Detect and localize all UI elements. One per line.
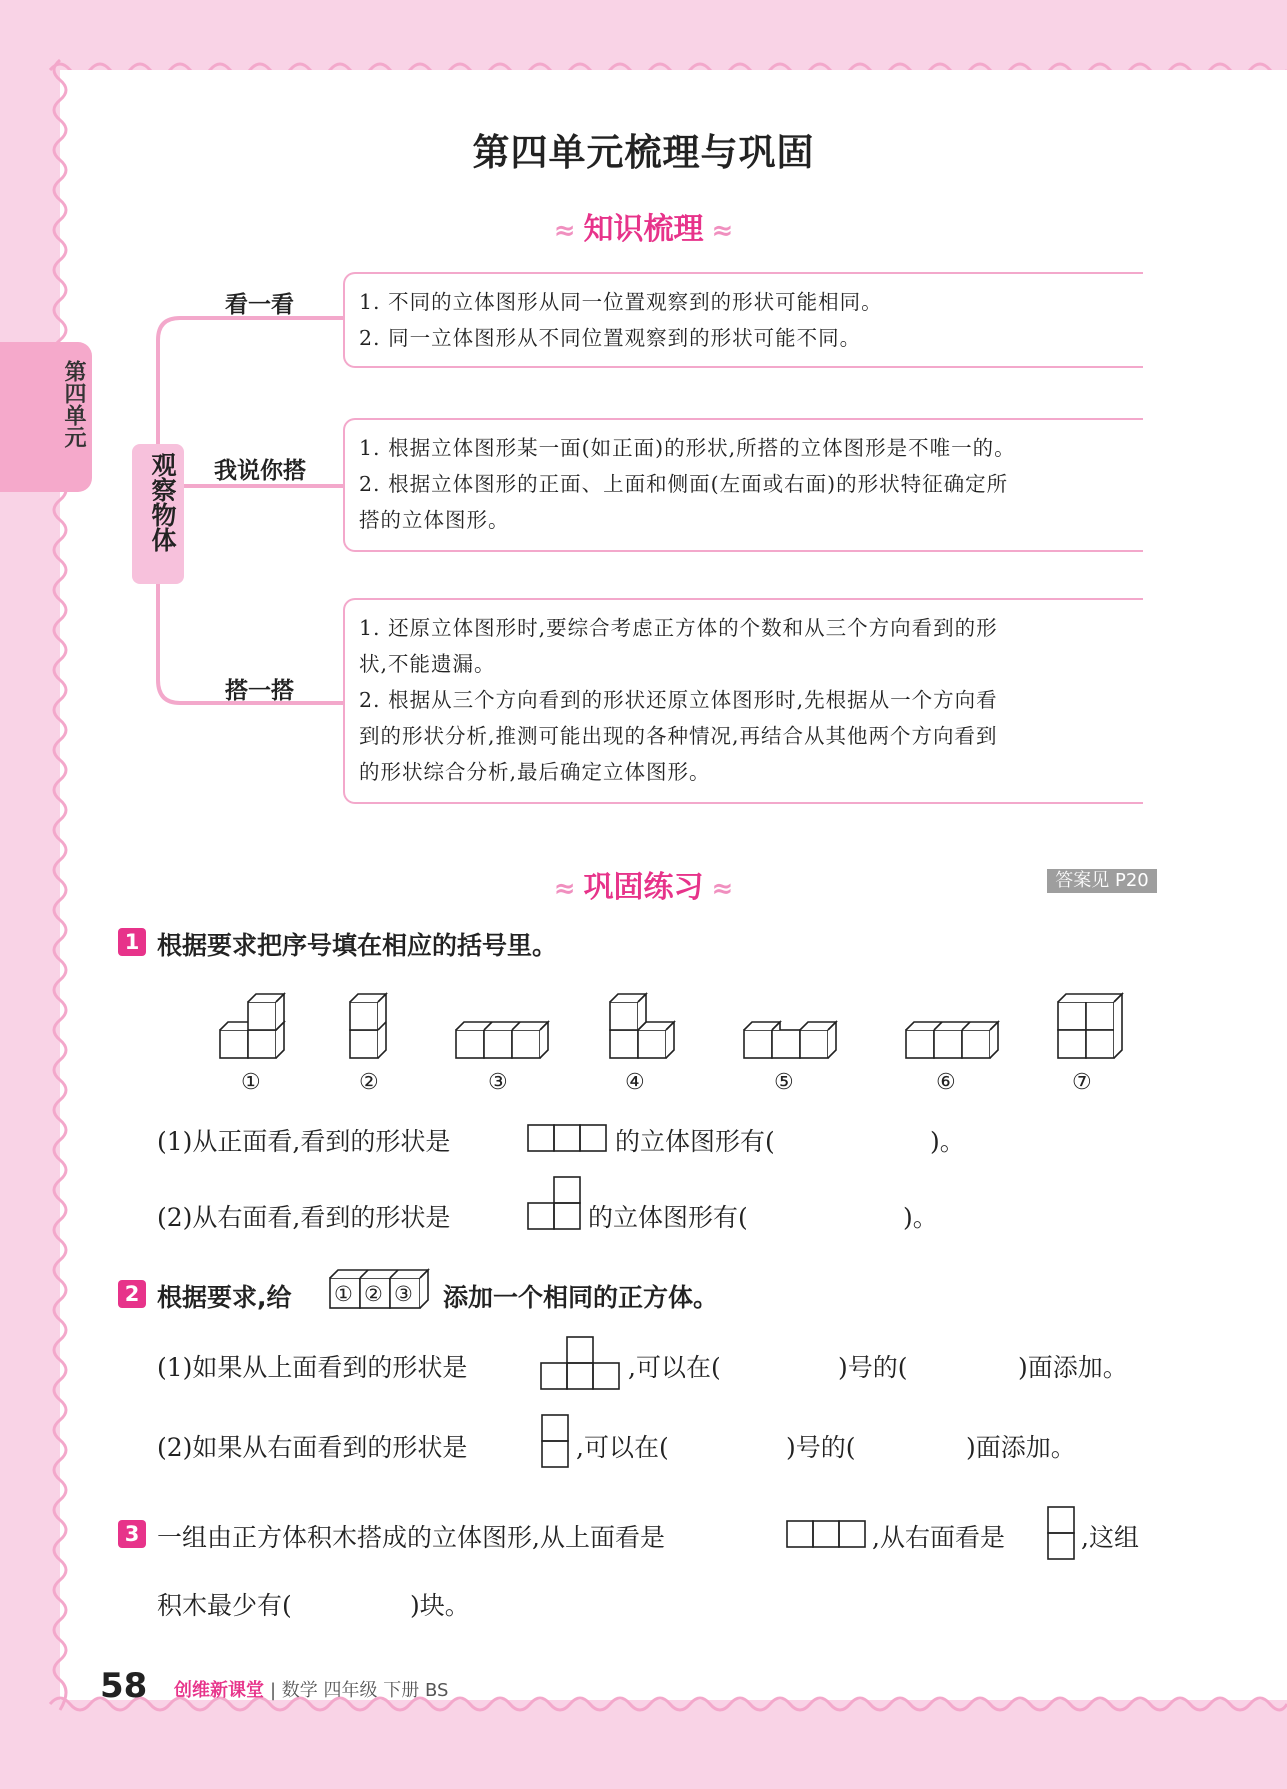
info-line: 2. 同一立体图形从不同位置观察到的形状可能不同。: [359, 326, 862, 350]
shape-three-in-row-icon: [786, 1520, 866, 1548]
info-line: 1. 还原立体图形时,要综合考虑正方体的个数和从三个方向看到的形: [359, 616, 998, 640]
cube-figure-6: [906, 1022, 998, 1058]
info-line: 2. 根据从三个方向看到的形状还原立体图形时,先根据从一个方向看: [359, 688, 998, 712]
section-heading-knowledge-label: 知识梳理: [583, 212, 704, 247]
q1-sub2-text-c: )。: [903, 1203, 938, 1232]
footer-brand: 创维新课堂: [174, 1680, 264, 1701]
shape-t-two-cells-icon: [527, 1176, 581, 1230]
figure-label-7: ⑦: [1072, 1070, 1092, 1095]
q3-line1-text-b: ,从右面看是: [872, 1523, 1005, 1552]
figure-label-5: ⑤: [774, 1070, 794, 1095]
figure-label-2: ②: [359, 1070, 379, 1095]
cube-figure-7: [1058, 994, 1122, 1058]
branch-label-look: 看一看: [225, 292, 294, 318]
q1-sub1-text-b: 的立体图形有(: [615, 1127, 775, 1156]
info-line: 状,不能遗漏。: [359, 652, 496, 676]
wave-decoration-icon: ≈: [711, 216, 734, 246]
q3-line1-text-a: 一组由正方体积木搭成的立体图形,从上面看是: [157, 1523, 665, 1552]
shape-vertical-two-icon: [1047, 1506, 1075, 1560]
q1-sub2-answer-blank[interactable]: [783, 1198, 895, 1228]
question-number-1: 1: [118, 928, 146, 956]
shape-t-top-view-icon: [540, 1336, 620, 1390]
mindmap-root-label: 观察物体: [148, 452, 177, 552]
shape-three-in-row-icon: [527, 1124, 607, 1152]
q2-sub2-text-d: )面添加。: [966, 1433, 1076, 1462]
info-line: 的形状综合分析,最后确定立体图形。: [359, 760, 711, 784]
info-line: 1. 根据立体图形某一面(如正面)的形状,所搭的立体图形是不唯一的。: [359, 436, 1016, 460]
branch-label-build: 搭一搭: [225, 678, 294, 704]
block-label-1: ①: [334, 1282, 353, 1306]
figure-label-6: ⑥: [936, 1070, 956, 1095]
figure-label-1: ①: [241, 1070, 261, 1095]
q1-sub1-text-a: (1)从正面看,看到的形状是: [157, 1127, 451, 1156]
wave-decoration-icon: ≈: [553, 874, 576, 904]
q2-sub1-text-a: (1)如果从上面看到的形状是: [157, 1353, 468, 1382]
block-label-3: ③: [394, 1282, 413, 1306]
q1-sub2-text-a: (2)从右面看,看到的形状是: [157, 1203, 451, 1232]
cube-figure-4: [610, 994, 674, 1058]
branch-label-build-by-description: 我说你搭: [214, 458, 306, 484]
question-2-prompt-a: 根据要求,给: [157, 1283, 292, 1312]
q3-line1-text-c: ,这组: [1081, 1523, 1139, 1552]
q2-sub1-text-d: )面添加。: [1018, 1353, 1128, 1382]
question-1-prompt: 根据要求把序号填在相应的括号里。: [157, 931, 558, 960]
q3-line2-text-b: )块。: [410, 1591, 470, 1620]
figure-label-3: ③: [488, 1070, 508, 1095]
q2-sub1-text-c: )号的(: [838, 1353, 908, 1382]
page-number: 58: [100, 1666, 148, 1706]
q2-sub1-text-b: ,可以在(: [628, 1353, 721, 1382]
q2-sub2-text-b: ,可以在(: [576, 1433, 669, 1462]
info-line: 搭的立体图形。: [359, 508, 510, 532]
footer-book-info: | 数学 四年级 下册 BS: [270, 1680, 449, 1701]
answer-reference-tag: 答案见 P20: [1047, 869, 1157, 893]
figure-label-4: ④: [625, 1070, 645, 1095]
info-line: 到的形状分析,推测可能出现的各种情况,再结合从其他两个方向看到: [359, 724, 998, 748]
page-title: 第四单元梳理与巩固: [472, 131, 815, 174]
q2-sub2-text-c: )号的(: [786, 1433, 856, 1462]
unit-side-tab-label: 第四单元: [61, 360, 86, 448]
q1-sub1-answer-blank[interactable]: [810, 1122, 922, 1152]
cube-figure-3: [456, 1022, 548, 1058]
question-number-2: 2: [118, 1280, 146, 1308]
question-number-3: 3: [118, 1520, 146, 1548]
cube-figure-5: [744, 1022, 836, 1058]
q1-sub1-text-c: )。: [930, 1127, 965, 1156]
q1-sub2-text-b: 的立体图形有(: [588, 1203, 748, 1232]
block-label-2: ②: [364, 1282, 383, 1306]
section-heading-practice-label: 巩固练习: [583, 870, 704, 905]
shape-vertical-two-icon: [541, 1414, 569, 1468]
cube-figure-1: [220, 994, 284, 1058]
q3-line2-text-a: 积木最少有(: [157, 1591, 292, 1620]
cube-figure-2: [350, 994, 386, 1058]
question-2-prompt-b: 添加一个相同的正方体。: [443, 1283, 719, 1312]
wave-decoration-icon: ≈: [553, 216, 576, 246]
info-line: 2. 根据立体图形的正面、上面和侧面(左面或右面)的形状特征确定所: [359, 472, 1009, 496]
q2-sub2-text-a: (2)如果从右面看到的形状是: [157, 1433, 468, 1462]
info-line: 1. 不同的立体图形从同一位置观察到的形状可能相同。: [359, 290, 883, 314]
wave-decoration-icon: ≈: [711, 874, 734, 904]
